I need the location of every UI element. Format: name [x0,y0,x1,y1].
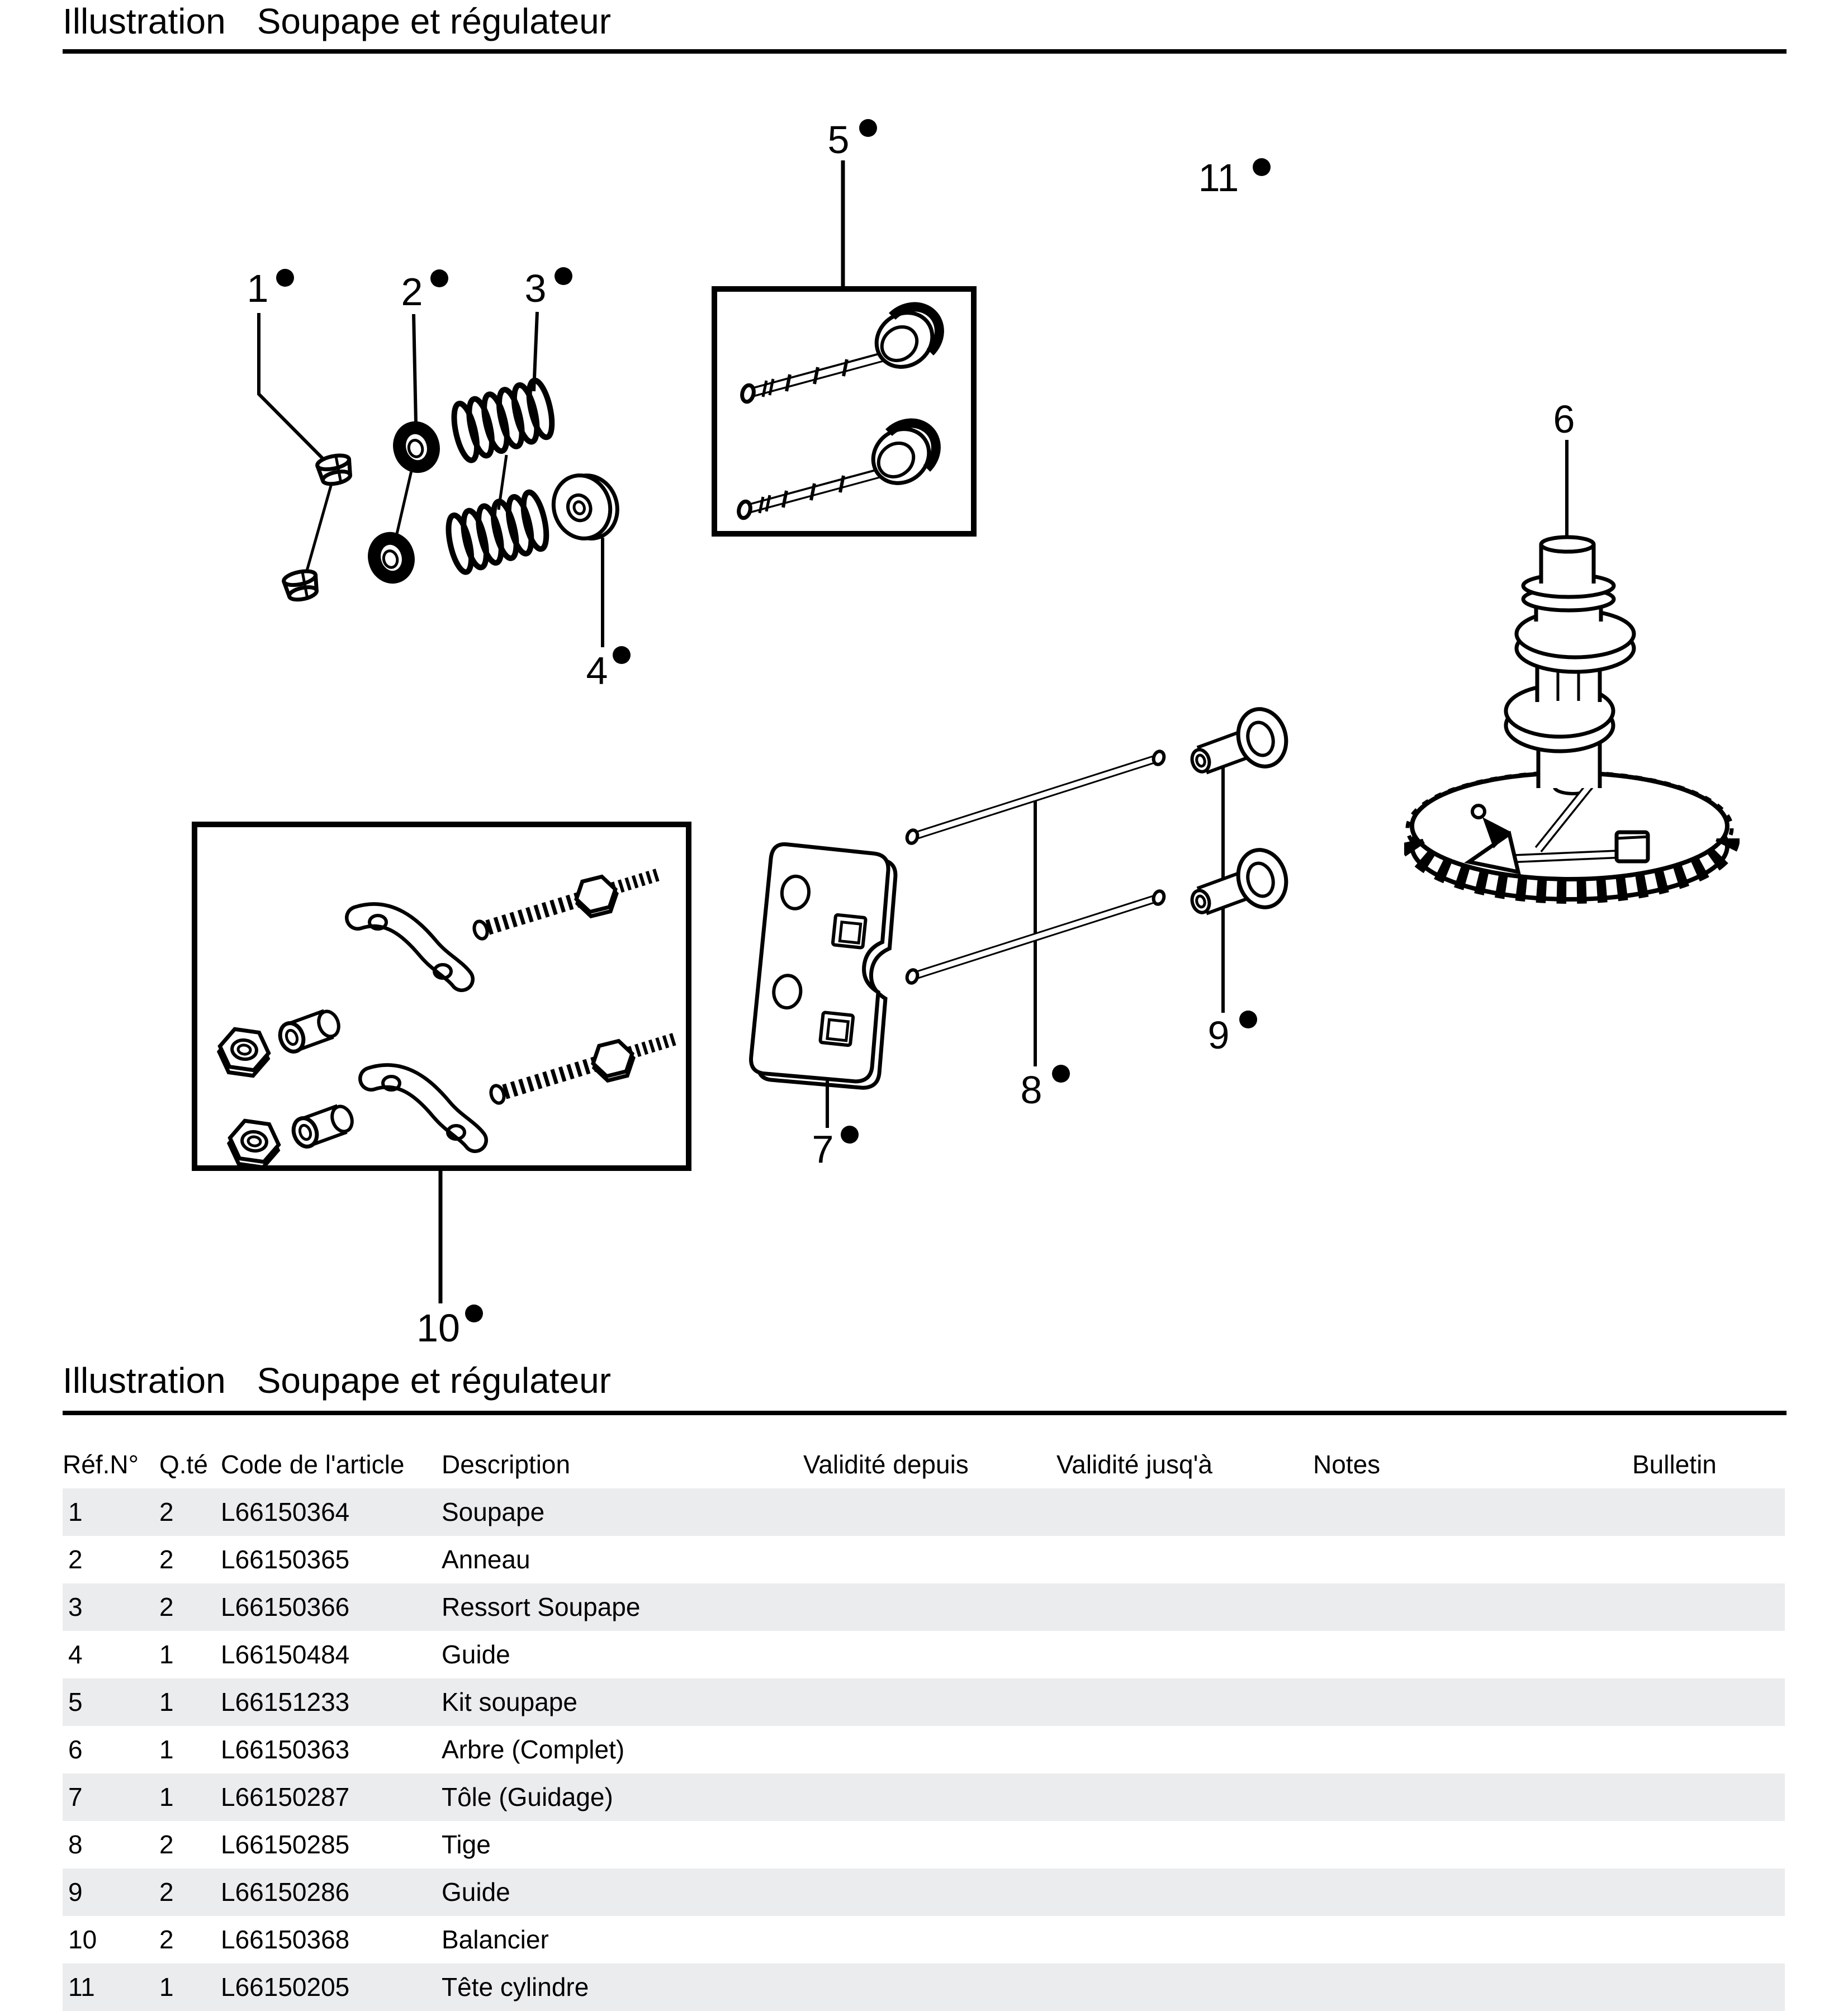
cell-code: L66150205 [221,1972,350,2001]
cell-notes [1313,1583,1632,1631]
cell-bulletin [1632,1583,1785,1631]
cell-desc: Arbre (Complet) [442,1735,625,1764]
callout-dot-4 [613,646,631,664]
cell-qty: 2 [159,1925,174,1954]
cell-qty: 2 [159,1877,174,1906]
valve-rings-part-2 [370,314,438,581]
cell-bulletin [1632,1488,1785,1536]
cell-desc: Guide [442,1640,510,1669]
cell-bulletin [1632,1631,1785,1678]
callout-label-11: 11 [1198,156,1239,200]
cell-notes [1313,1631,1632,1678]
callout-dot-2 [430,269,448,287]
header-code: Code de l'article [221,1450,405,1479]
table-row [63,1488,1785,1536]
cell-bulletin [1632,1678,1785,1726]
cell-bulletin [1632,1916,1785,1963]
title-name: Soupape et régulateur [257,1,612,41]
cell-ref: 10 [68,1925,97,1954]
cell-bulletin [1632,1773,1785,1821]
cell-notes [1313,1726,1632,1773]
cell-desc: Tige [442,1830,491,1859]
cell-qty: 2 [159,1592,174,1621]
cell-code: L66150363 [221,1735,350,1764]
camshaft-part-6 [1408,440,1732,899]
callout-label-7: 7 [812,1127,834,1171]
cell-to [1056,1488,1313,1536]
callout-label-10: 10 [416,1306,460,1350]
cell-ref: 11 [68,1972,95,2001]
header-bulletin: Bulletin [1632,1450,1717,1479]
cell-ref: 9 [68,1877,83,1906]
title-rule-bottom [63,1411,1787,1415]
cell-bulletin [1632,1868,1785,1916]
cell-to [1056,1963,1313,2011]
cell-to [1056,1821,1313,1868]
cell-qty: 1 [159,1735,174,1764]
cell-bulletin [1632,1963,1785,2011]
parts-table [63,1441,1785,2011]
cell-ref: 2 [68,1545,83,1574]
cell-from [803,1536,1056,1583]
cell-from [803,1916,1056,1963]
cell-code: L66150484 [221,1640,350,1669]
cell-to [1056,1678,1313,1726]
cell-code: L66150287 [221,1782,350,1811]
cell-code: L66150285 [221,1830,350,1859]
cell-to [1056,1773,1313,1821]
cell-code: L66150365 [221,1545,350,1574]
cell-qty: 1 [159,1640,174,1669]
cell-desc: Ressort Soupape [442,1592,641,1621]
cell-notes [1313,1488,1632,1536]
cell-notes [1313,1536,1632,1583]
cell-desc: Soupape [442,1497,545,1526]
cell-from [803,1678,1056,1726]
cell-ref: 4 [68,1640,83,1669]
valve-keepers-part-1 [259,313,353,603]
title-prefix: Illustration [63,1360,226,1401]
cell-to [1056,1536,1313,1583]
cell-qty: 2 [159,1545,174,1574]
title-name: Soupape et régulateur [257,1360,612,1401]
valve-guide-part-4 [546,466,626,647]
callout-label-8: 8 [1020,1068,1043,1112]
cell-to [1056,1916,1313,1963]
header-ref: Réf.N° [63,1450,139,1479]
cell-desc: Guide [442,1877,510,1906]
cell-to [1056,1868,1313,1916]
cell-from [803,1726,1056,1773]
callout-label-2: 2 [401,270,423,314]
cell-qty: 1 [159,1972,174,2001]
cell-ref: 6 [68,1735,83,1764]
title-prefix: Illustration [63,1,226,41]
cell-ref: 7 [68,1782,83,1811]
callout-dot-7 [841,1126,859,1144]
cell-from [803,1963,1056,2011]
cell-from [803,1583,1056,1631]
cell-ref: 8 [68,1830,83,1859]
callout-dot-10 [465,1305,483,1322]
cell-code: L66150368 [221,1925,350,1954]
cell-desc: Anneau [442,1545,530,1574]
cell-notes [1313,1821,1632,1868]
cell-qty: 2 [159,1497,174,1526]
table-row [63,1678,1785,1726]
cell-desc: Tête cylindre [442,1972,589,2001]
cell-desc: Balancier [442,1925,549,1954]
cell-notes [1313,1773,1632,1821]
cell-notes [1313,1678,1632,1726]
cell-bulletin [1632,1726,1785,1773]
callout-label-5: 5 [827,118,850,162]
cell-qty: 1 [159,1687,174,1716]
page-title-bottom [63,1360,612,1401]
table-row [63,1536,1785,1583]
table-row [63,1963,1785,2011]
header-qty: Q.té [159,1450,208,1479]
leader-line-1 [259,313,327,463]
cell-code: L66150364 [221,1497,350,1526]
cell-ref: 1 [68,1497,83,1526]
cell-code: L66150286 [221,1877,350,1906]
table-row [63,1631,1785,1678]
table-header-row [63,1441,1785,1488]
header-notes: Notes [1313,1450,1381,1479]
cell-code: L66150366 [221,1592,350,1621]
table-row [63,1773,1785,1821]
valve-kit-part-5 [714,160,974,534]
guide-plate-part-7 [748,843,902,1128]
cell-notes [1313,1916,1632,1963]
callout-dot-1 [276,269,294,287]
callout-dot-3 [555,267,572,285]
cell-to [1056,1583,1313,1631]
table-row [63,1583,1785,1631]
camshaft-shaft [1506,537,1634,788]
callout-label-9: 9 [1207,1013,1230,1057]
cell-code: L66151233 [221,1687,350,1716]
callout-dot-5 [859,119,877,137]
callout-label-3: 3 [524,267,547,310]
cell-bulletin [1632,1536,1785,1583]
callout-dot-9 [1239,1011,1257,1028]
cell-from [803,1631,1056,1678]
cell-qty: 2 [159,1830,174,1859]
push-rods-part-8 [906,750,1166,1066]
table-row [63,1726,1785,1773]
cell-desc: Kit soupape [442,1687,577,1716]
rocker-kit-part-10 [195,824,689,1303]
parts-table-rows [63,1488,1785,2011]
callout-label-6: 6 [1553,397,1575,441]
header-validity-to: Validité jusq'à [1056,1450,1212,1479]
cell-from [803,1821,1056,1868]
table-row [63,1868,1785,1916]
cell-bulletin [1632,1821,1785,1868]
callout-label-1: 1 [247,267,269,310]
cell-to [1056,1631,1313,1678]
cell-qty: 1 [159,1782,174,1811]
cell-to [1056,1726,1313,1773]
callout-dot-11 [1253,158,1271,176]
cell-ref: 3 [68,1592,83,1621]
header-validity-from: Validité depuis [803,1450,969,1479]
cell-notes [1313,1963,1632,2011]
cell-from [803,1868,1056,1916]
cell-from [803,1773,1056,1821]
table-row [63,1916,1785,1963]
rod-guides-part-9 [1190,703,1293,1013]
cell-desc: Tôle (Guidage) [442,1782,613,1811]
cell-notes [1313,1868,1632,1916]
callout-dot-8 [1052,1065,1070,1083]
valve-springs-part-3 [443,312,557,574]
table-row [63,1821,1785,1868]
leader-line-2 [414,314,416,424]
callout-label-4: 4 [586,649,608,693]
cell-ref: 5 [68,1687,83,1716]
header-desc: Description [442,1450,571,1479]
cell-from [803,1488,1056,1536]
